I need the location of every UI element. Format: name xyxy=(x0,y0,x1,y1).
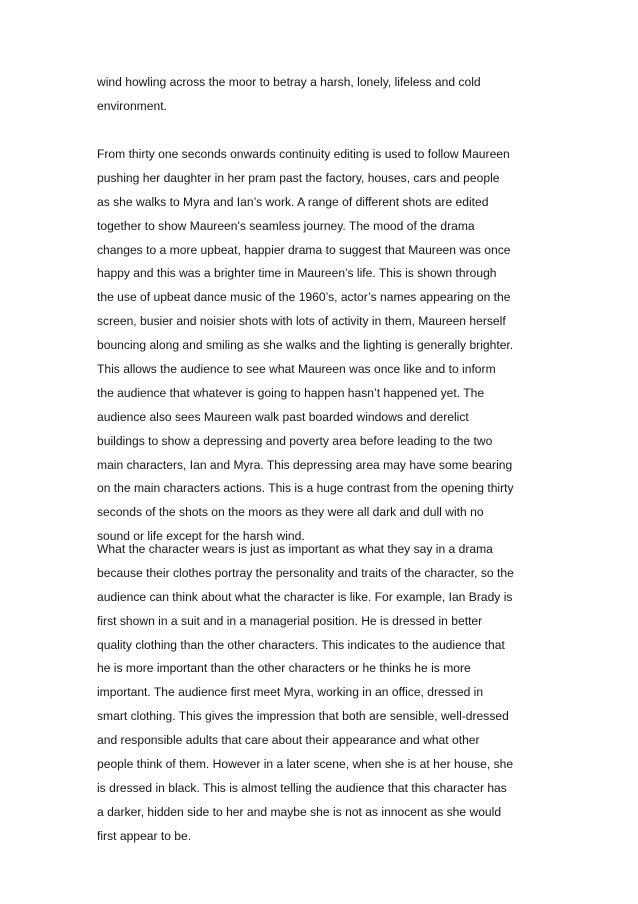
text-line: on the main characters actions. This is a huge contrast from the opening thirty xyxy=(97,481,514,496)
text-line: screen, busier and noisier shots with lots of activity in them, Maureen herself xyxy=(97,314,506,329)
text-line: bouncing along and smiling as she walks and the lighting is generally brighter. xyxy=(97,338,514,353)
text-line: audience also sees Maureen walk past boarded windows and derelict xyxy=(97,409,469,424)
paragraph xyxy=(97,538,557,849)
text-line: audience can think about what the character is like. For example, Ian Brady is xyxy=(97,589,513,604)
text-line: the audience that whatever is going to happen hasn’t happened yet. The xyxy=(97,385,485,400)
text-line: seconds of the shots on the moors as they were all dark and dull with no xyxy=(97,505,484,520)
text-line: first shown in a suit and in a managerial position. He is dressed in better xyxy=(97,613,483,628)
text-line: a darker, hidden side to her and maybe she is not as innocent as she would xyxy=(97,804,502,819)
text-line: smart clothing. This gives the impression that both are sensible, well-dressed xyxy=(97,709,509,724)
text-line: together to show Maureen's seamless journey. The mood of the drama xyxy=(97,218,475,233)
text-line: buildings to show a depressing and poverty area before leading to the two xyxy=(97,433,493,448)
text-line: wind howling across the moor to betray a harsh, lonely, lifeless and cold xyxy=(97,75,481,89)
text-line: environment. xyxy=(97,98,167,113)
text-line: pushing her daughter in her pram past the factory, houses, cars and people xyxy=(97,170,500,185)
paragraph xyxy=(97,71,557,119)
text-line: important. The audience first meet Myra, working in an office, dressed in xyxy=(97,685,484,700)
text-line: main characters, Ian and Myra. This depressing area may have some bearing xyxy=(97,457,513,472)
text-line: changes to a more upbeat, happier drama to suggest that Maureen was once xyxy=(97,242,511,257)
text-line: first appear to be. xyxy=(97,828,192,843)
text-line: people think of them. However in a later scene, when she is at her house, she xyxy=(97,757,514,772)
paragraph xyxy=(97,143,557,549)
text-line: happy and this was a brighter time in Maureen’s life. This is shown through xyxy=(97,266,497,281)
text-line: What the character wears is just as important as what they say in a drama xyxy=(97,542,493,556)
text-line: is dressed in black. This is almost telling the audience that this character has xyxy=(97,780,507,795)
text-line: From thirty one seconds onwards continuity editing is used to follow Maureen xyxy=(97,147,510,161)
text-line: quality clothing than the other characters. This indicates to the audience that xyxy=(97,637,505,652)
text-line: the use of upbeat dance music of the 1960’s, actor’s names appearing on the xyxy=(97,290,511,305)
text-line: This allows the audience to see what Maureen was once like and to inform xyxy=(97,362,496,377)
text-line: he is more important than the other characters or he thinks he is more xyxy=(97,661,471,676)
text-line: sound or life except for the harsh wind. xyxy=(97,529,305,544)
text-line: because their clothes portray the personality and traits of the character, so the xyxy=(97,565,514,580)
text-line: and responsible adults that care about their appearance and what other xyxy=(97,733,480,748)
text-line: as she walks to Myra and Ian’s work. A range of different shots are edited xyxy=(97,194,489,209)
